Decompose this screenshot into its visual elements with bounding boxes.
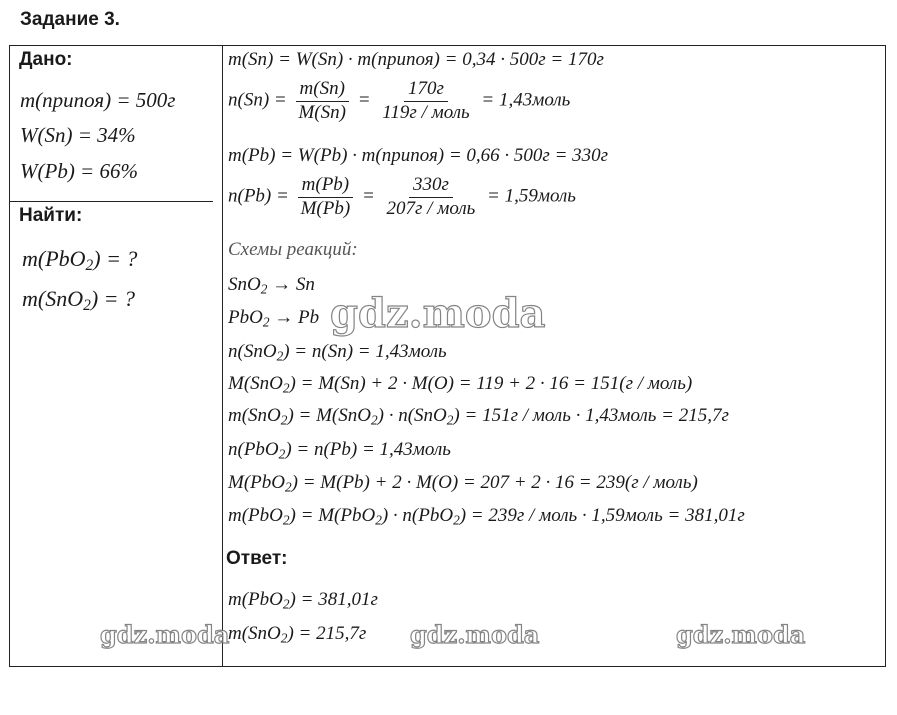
calc-molar-pbo2: M(PbO$_2$) = M(Pb) + 2 · M(O) = 207 + 2 · 16 = 239(г / моль)	[228, 472, 698, 495]
calc-n-pbo2: n(PbO$_2$) = n(Pb) = 1,43моль	[228, 439, 451, 462]
scheme-sno2-sn: SnO$_2$ → Sn	[228, 274, 315, 297]
watermark-bottom-center: gdz.moda	[410, 620, 540, 649]
find-m-pbo2: m(PbO$_2$) = ?	[22, 246, 138, 274]
scheme-pbo2-pb: PbO$_2$ → Pb	[228, 307, 320, 330]
answer-label: Ответ:	[226, 548, 288, 569]
watermark-bottom-right: gdz.moda	[676, 620, 806, 649]
calc-m-sno2: m(SnO$_2$) = M(SnO$_2$) · n(SnO$_2$) = 151г / моль · 1,43моль = 215,7г	[228, 405, 729, 428]
find-m-sno2: m(SnO$_2$) = ?	[22, 286, 135, 314]
given-w-sn: W(Sn) = 34%	[20, 123, 136, 147]
given-mass-solder: m(припоя) = 500г	[20, 88, 176, 112]
calc-n-pb: n(Pb) = $\frac{m(Pb)}{M(Pb)}$ = $\frac{330г}{\text{207г / моль}}$ = 1,59моль	[228, 174, 576, 219]
watermark-center: gdz.moda	[330, 290, 546, 337]
given-w-pb: W(Pb) = 66%	[20, 159, 138, 183]
calc-n-sn: n(Sn) = $\frac{m(Sn)}{M(Sn)}$ = $\frac{170г}{\text{119г / моль}}$ = 1,43моль	[228, 78, 571, 123]
answer-m-pbo2: m(PbO$_2$) = 381,01г	[228, 589, 378, 612]
calc-m-pbo2: m(PbO$_2$) = M(PbO$_2$) · n(PbO$_2$) = 239г / моль · 1,59моль = 381,01г	[228, 505, 745, 528]
column-divider	[222, 46, 223, 666]
find-label: Найти:	[19, 205, 83, 226]
given-label: Дано:	[19, 49, 73, 70]
given-find-divider	[10, 201, 213, 202]
task-heading: Задание 3.	[20, 9, 120, 30]
calc-n-sno2: n(SnO$_2$) = n(Sn) = 1,43моль	[228, 341, 447, 364]
calc-molar-sno2: M(SnO$_2$) = M(Sn) + 2 · M(O) = 119 + 2 · 16 = 151(г / моль)	[228, 373, 693, 396]
schemes-label: Схемы реакций:	[228, 239, 358, 260]
solution-table	[9, 45, 886, 667]
calc-m-sn: m(Sn) = W(Sn) · m(припоя) = 0,34 · 500г = 170г	[228, 49, 604, 70]
watermark-bottom-left: gdz.moda	[100, 620, 230, 649]
answer-m-sno2: m(SnO$_2$) = 215,7г	[228, 623, 367, 646]
calc-m-pb: m(Pb) = W(Pb) · m(припоя) = 0,66 · 500г = 330г	[228, 145, 609, 166]
